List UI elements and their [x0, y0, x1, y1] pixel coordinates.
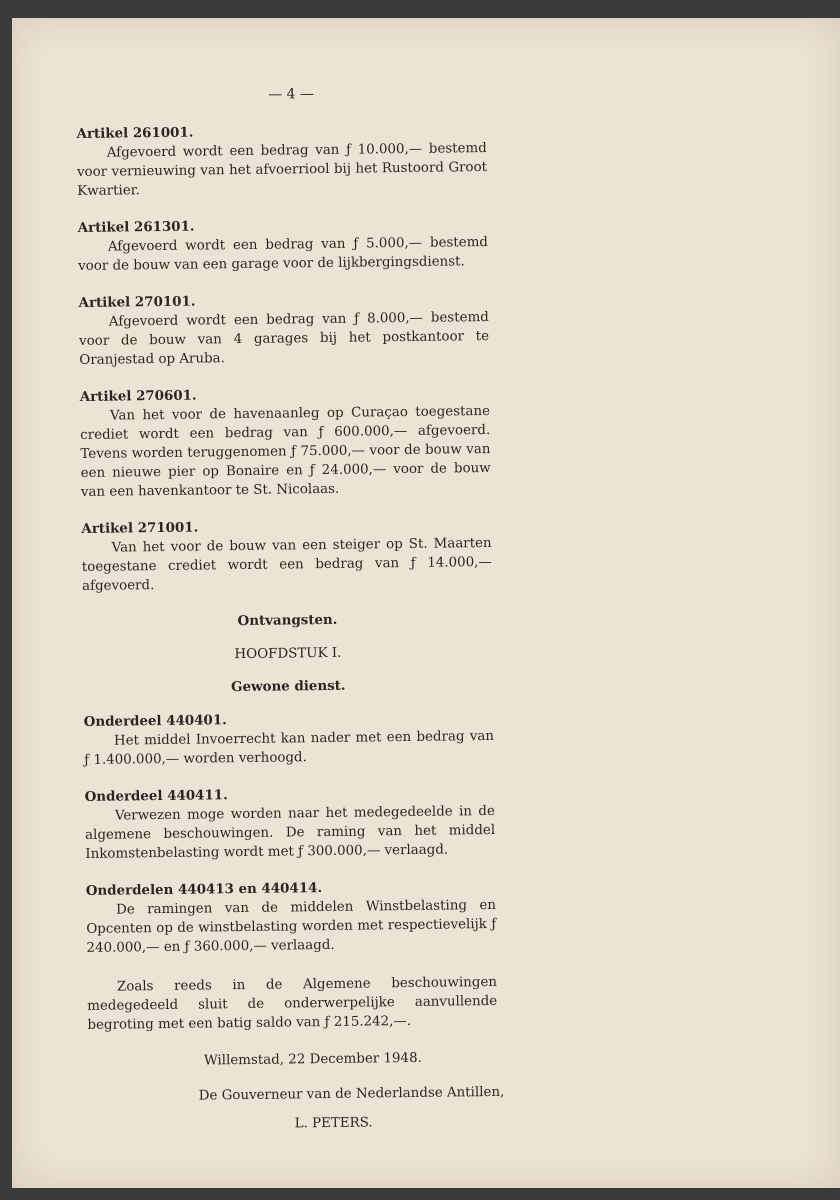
subsection [85, 783, 496, 864]
subsection-body: Verwezen moge worden naar het medegedeelde in de algemene beschouwingen. De raming van het middel Inkomstenbelasting wordt met ƒ 300.000,— verlaagd. [85, 803, 496, 862]
document-content [76, 83, 505, 1136]
article-body: Afgevoerd wordt een bedrag van ƒ 5.000,— bestemd voor de bouw van een garage voor de lijkbergingsdienst. [78, 234, 489, 274]
subsection-title: Onderdeel 440401. [83, 712, 227, 730]
service-heading: Gewone dienst. [231, 677, 346, 696]
article-body: Van het voor de havenaanleg op Curaçao toegestane crediet wordt een bedrag van ƒ 600.000,— afgevoerd. Tevens worden teruggenomen ƒ 75.000,— voor de bouw van een nieuwe pier op Bonaire en ƒ 24.000,— voor de bouw van een havenkantoor te St. Nicolaas. [80, 403, 491, 500]
chapter-heading: HOOFDSTUK I. [234, 645, 342, 663]
place-date: Willemstad, 22 December 1948. [203, 1050, 422, 1069]
article [76, 120, 487, 201]
article-title: Artikel 270101. [78, 293, 196, 311]
article [78, 214, 489, 276]
page-number: — 4 — [268, 86, 315, 103]
subsection [86, 877, 497, 958]
article-body: Van het voor de bouw van een steiger op St. Maarten toegestane crediet wordt een bedrag van ƒ 14.000,— afgevoerd. [81, 535, 492, 594]
article-body: Afgevoerd wordt een bedrag van ƒ 10.000,— bestemd voor vernieuwing van het afvoerriool bij het Rustoord Groot Kwartier. [76, 140, 488, 199]
article [81, 515, 492, 596]
document-page [12, 18, 840, 1188]
closing-paragraph: Zoals reeds in de Algemene beschouwingen medegedeeld sluit de onderwerpelijke aanvullende begroting met een batig saldo van ƒ 215.242,—. [87, 974, 498, 1033]
subsection-title: Onderdelen 440413 en 440414. [85, 880, 323, 899]
article-body: Afgevoerd wordt een bedrag van ƒ 8.000,— bestemd voor de bouw van 4 garages bij het postkantoor te Oranjestad op Aruba. [79, 309, 490, 368]
article [79, 289, 490, 370]
article [80, 383, 491, 502]
subsection [84, 708, 495, 770]
subsection-body: De ramingen van de middelen Winstbelasting en Opcenten op de winstbelasting worden met respectievelijk ƒ 240.000,— en ƒ 360.000,— verlaagd. [86, 897, 497, 956]
section-heading: Ontvangsten. [237, 611, 338, 630]
governor-title: De Gouverneur van de Nederlandse Antillen, [198, 1084, 505, 1104]
article-title: Artikel 261001. [76, 124, 194, 142]
article-title: Artikel 271001. [81, 519, 199, 537]
subsection-body: Het middel Invoerrecht kan nader met een bedrag van ƒ 1.400.000,— worden verhoogd. [84, 728, 495, 768]
subsection-title: Onderdeel 440411. [84, 787, 228, 805]
article-title: Artikel 261301. [77, 218, 195, 236]
signature-name: L. PETERS. [294, 1115, 373, 1132]
article-title: Artikel 270601. [79, 387, 197, 405]
